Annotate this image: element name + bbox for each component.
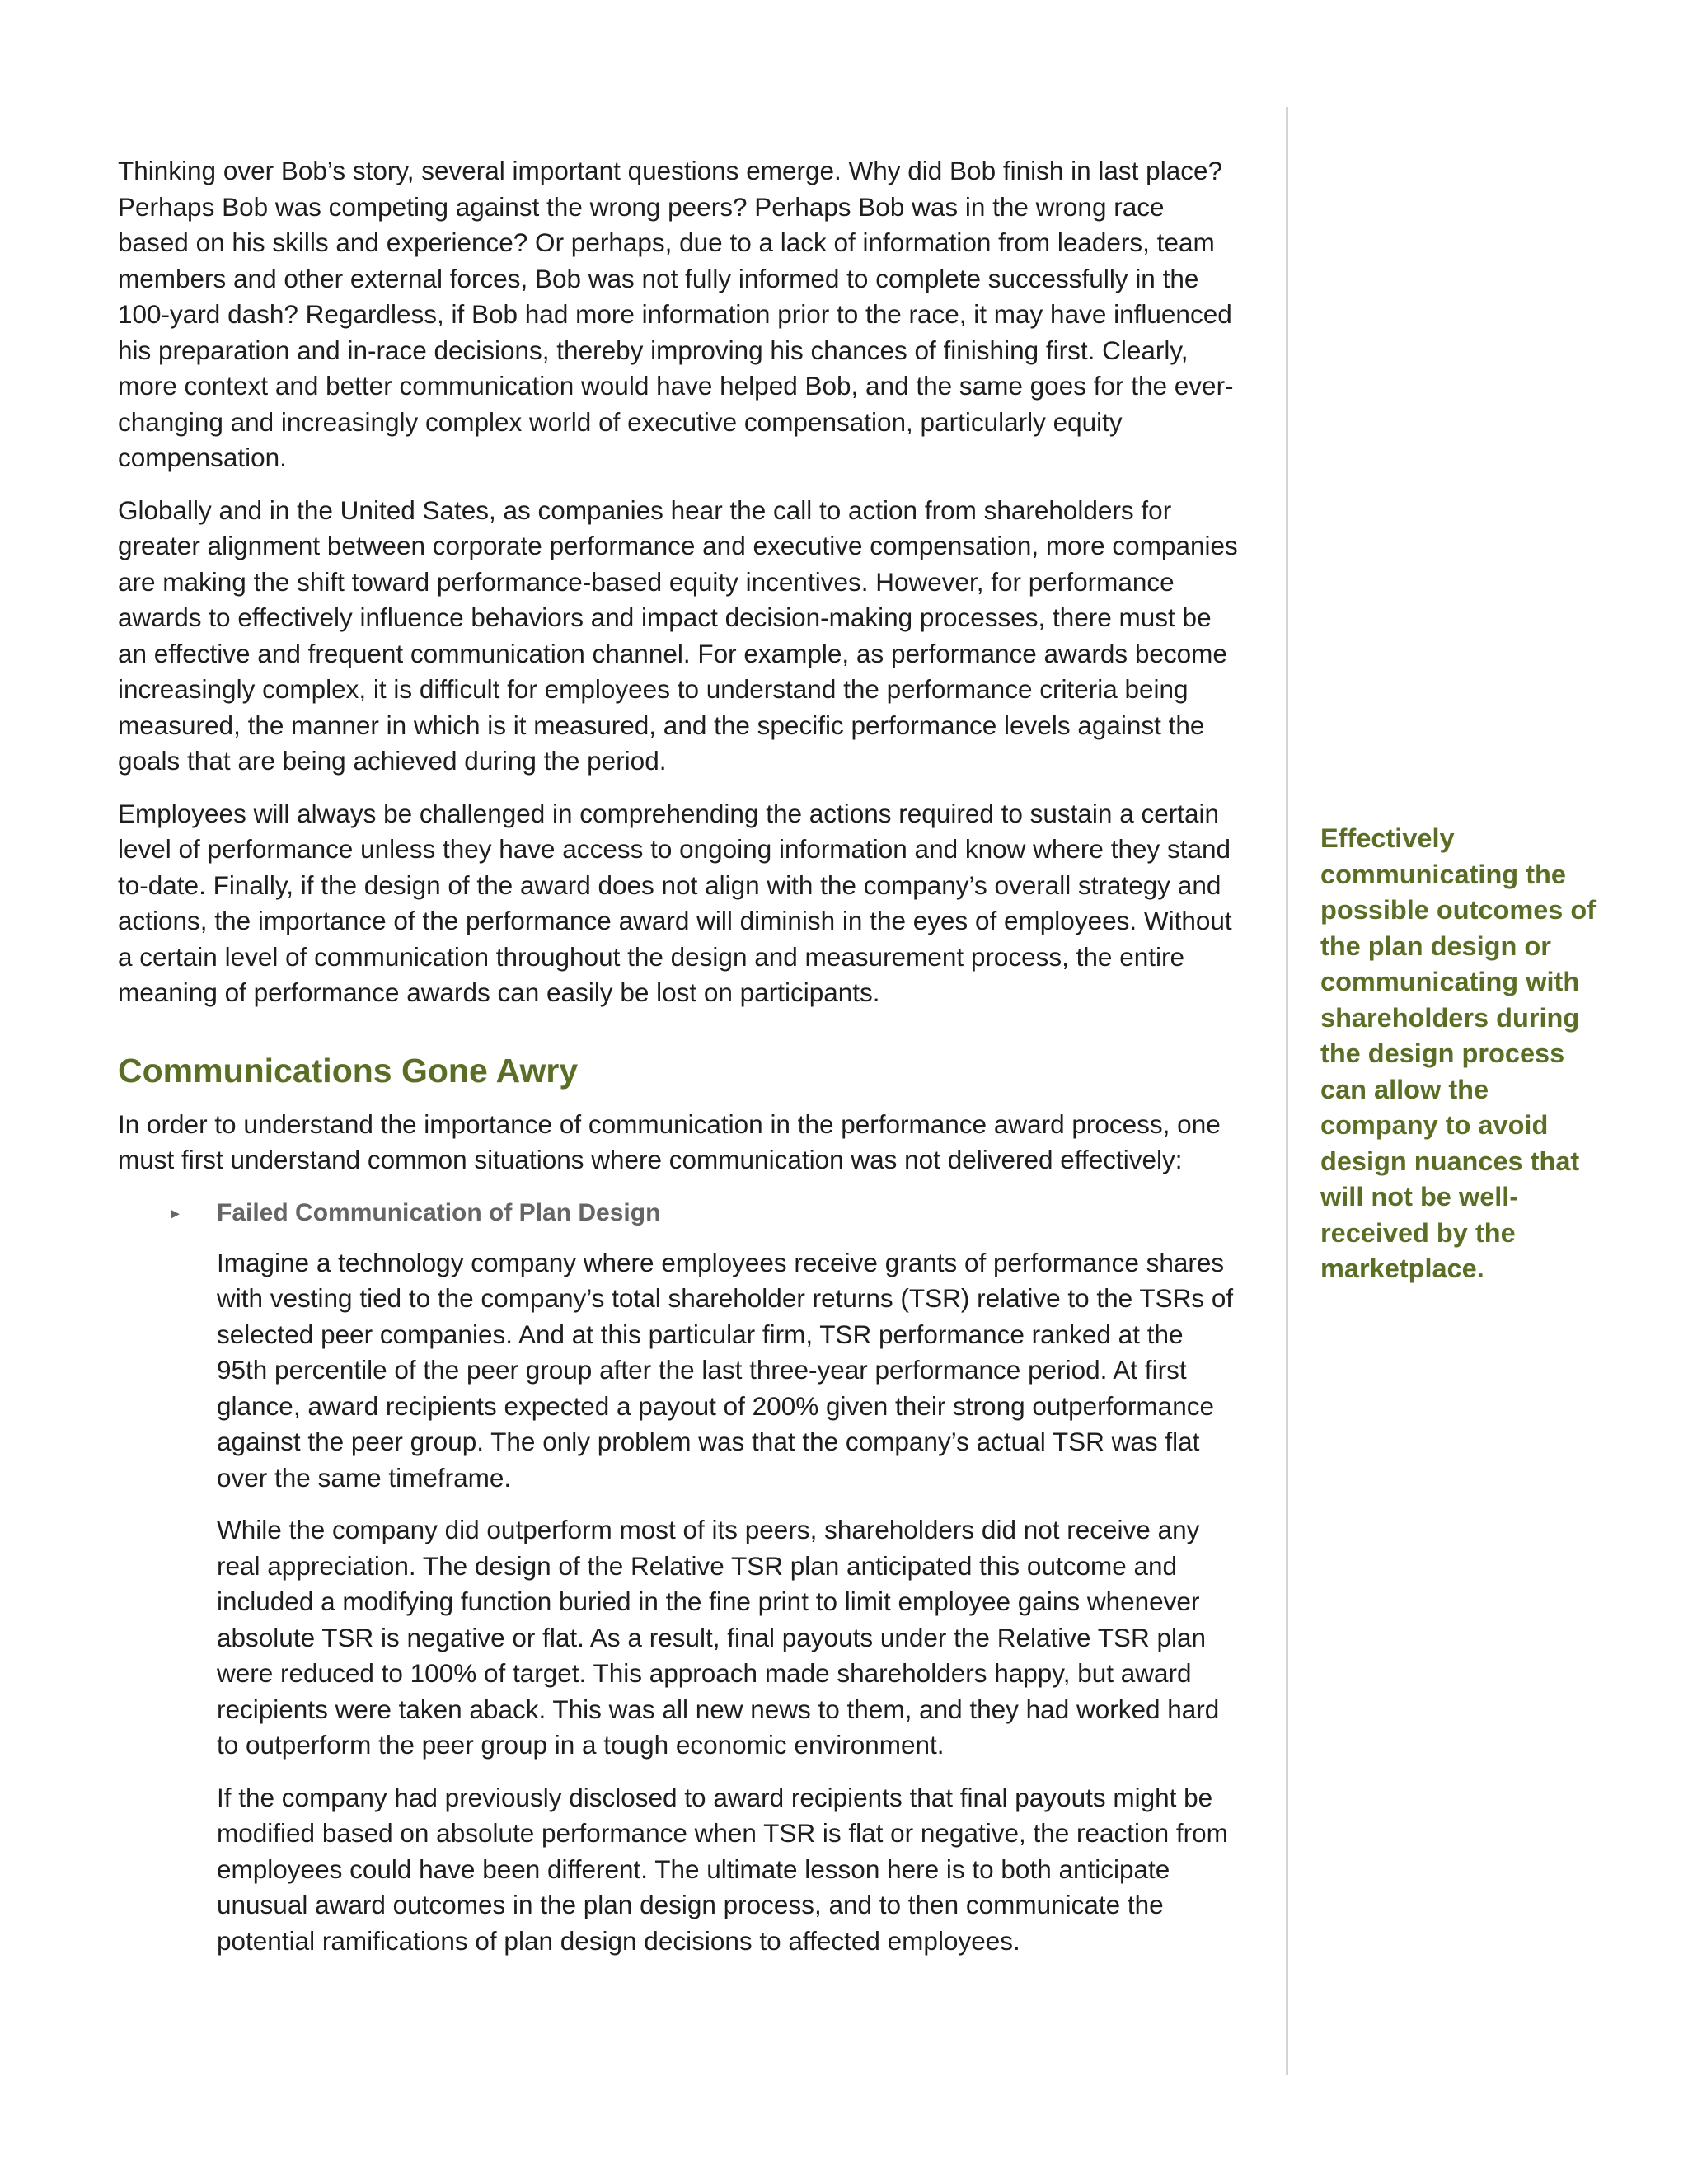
section-heading: Communications Gone Awry bbox=[118, 1051, 579, 1090]
main-column bbox=[118, 153, 1239, 1975]
pull-quote: Effectively communicating the possible outcomes of the plan design or communicating with shareholders during the design process can allow the company to avoid design nuances that will not be well-received by the marketplace. bbox=[1320, 823, 1597, 1283]
bullet-title: Failed Communication of Plan Design bbox=[217, 1198, 661, 1226]
bullet-body bbox=[217, 1245, 1239, 1960]
bullet-paragraph-1: Imagine a technology company where employees receive grants of performance shares with vesting tied to the company’s total shareholder returns (TSR) relative to the TSRs of selected peer companies. And at this particular firm, TSR performance ranked at the 95th percentile of the peer group after the last three-year performance period. At first glance, award recipients expected a payout of 200% given their strong outperformance against the peer group. The only problem was that the company’s actual TSR was flat over the same timeframe. bbox=[217, 1247, 1234, 1493]
bullet-paragraph-3: If the company had previously disclosed to award recipients that final payouts might be modified based on absolute performance when TSR is flat or negative, the reaction from employees could have been different. The ultimate lesson here is to both anticipate unusual award outcomes in the plan design process, and to then communicate the potential ramifications of plan design decisions to affected employees. bbox=[217, 1782, 1228, 1956]
column-divider bbox=[1286, 107, 1288, 2075]
intro-paragraph-1: Thinking over Bob’s story, several important questions emerge. Why did Bob finish in last place? Perhaps Bob was competing against the wrong peers? Perhaps Bob was in the wrong race based on his skills and experience? Or perhaps, due to a lack of information from leaders, team members and other external forces, Bob was not fully informed to complete successfully in the 100-yard dash? Regardless, if Bob had more information prior to the race, it may have influenced his preparation and in-race decisions, thereby improving his chances of finishing first. Clearly, more context and better communication would have helped Bob, and the same goes for the ever-changing and increasingly complex world of executive compensation, particularly equity compensation. bbox=[118, 156, 1234, 472]
section-intro-paragraph: In order to understand the importance of communication in the performance award process, one must first understand common situations where communication was not delivered effectively: bbox=[118, 1108, 1221, 1174]
intro-paragraph-2: Globally and in the United Sates, as companies hear the call to action from shareholders for greater alignment between corporate performance and executive compensation, more companies are making the shift toward performance-based equity incentives. However, for performance awards to effectively influence behaviors and impact decision-making processes, there must be an effective and frequent communication channel. For example, as performance awards become increasingly complex, it is difficult for employees to understand the performance criteria being measured, the manner in which is it measured, and the specific performance levels against the goals that are being achieved during the period. bbox=[118, 494, 1238, 776]
bullet-item bbox=[171, 1195, 1239, 1230]
triangle-right-icon: ▸ bbox=[171, 1202, 181, 1223]
bullet-paragraph-2: While the company did outperform most of its peers, shareholders did not receive any real appreciation. The design of the Relative TSR plan anticipated this outcome and included a modifying function buried in the fine print to limit employee gains whenever absolute TSR is negative or flat. As a result, final payouts under the Relative TSR plan were reduced to 100% of target. This approach made shareholders happy, but award recipients were taken aback. This was all new news to them, and they had worked hard to outperform the peer group in a tough economic environment. bbox=[217, 1515, 1220, 1760]
intro-paragraph-3: Employees will always be challenged in comprehending the actions required to sustain a certain level of performance unless they have access to ongoing information and know where they stand to-date. Finally, if the design of the award does not align with the company’s overall strategy and actions, the importance of the performance award will diminish in the eyes of employees. Without a certain level of communication throughout the design and measurement process, the entire meaning of performance awards can easily be lost on participants. bbox=[118, 798, 1232, 1007]
